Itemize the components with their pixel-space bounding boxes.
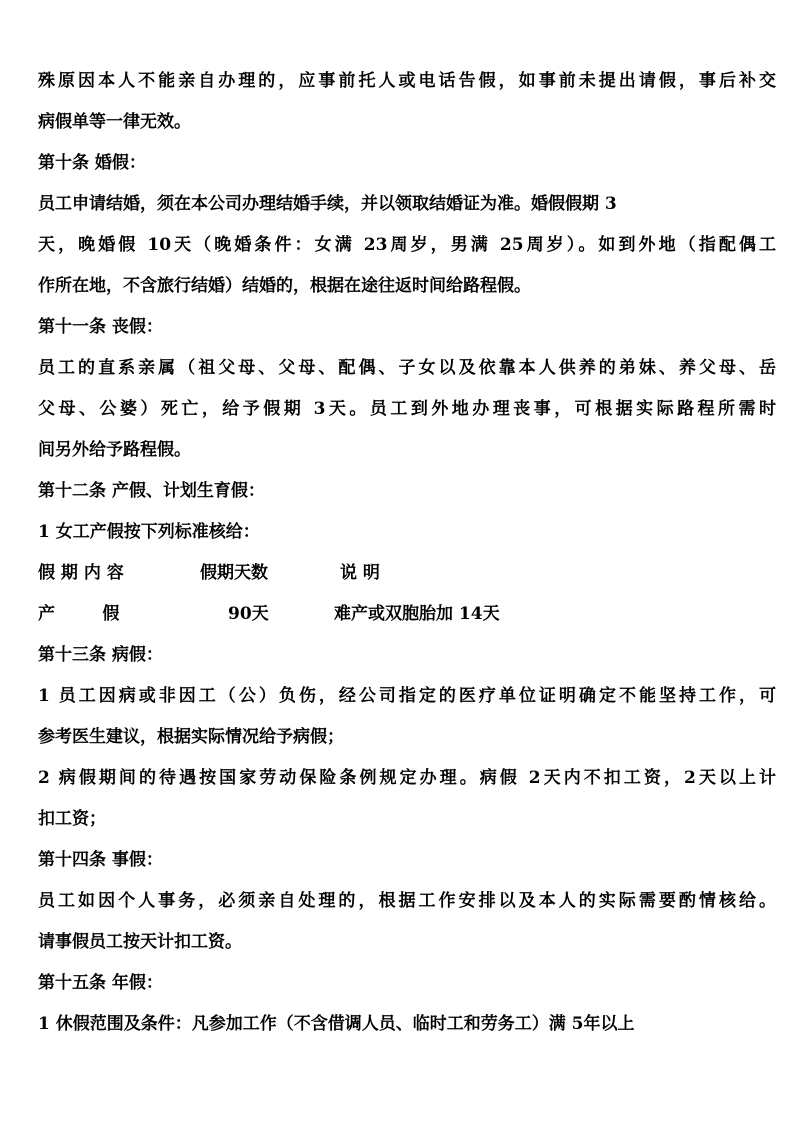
table-cell: 难产或双胞胎加 14天 <box>334 604 500 624</box>
paragraph-line: 1 女工产假按下列标准核给： <box>38 522 260 542</box>
paragraph-line: 请事假员工按天计扣工资。 <box>38 932 242 952</box>
article-heading-14: 第十四条 事假： <box>38 850 163 870</box>
paragraph-line: 员工如因个人事务，必须亲自处理的，根据工作安排以及本人的实际需要酌情核给。 <box>38 891 776 911</box>
article-heading-10: 第十条 婚假： <box>38 153 146 173</box>
paragraph-line: 病假单等一律无效。 <box>38 112 191 132</box>
table-header-cell: 假期天数 <box>200 563 268 583</box>
article-heading-11: 第十一条 丧假： <box>38 317 163 337</box>
paragraph-line: 作所在地，不含旅行结婚）结婚的，根据在途往返时间给路程假。 <box>38 276 531 296</box>
leave-table-row <box>38 602 776 626</box>
table-cell: 产 假 <box>38 604 120 624</box>
paragraph-line: 间另外给予路程假。 <box>38 440 191 460</box>
paragraph-line: 扣工资； <box>38 809 106 829</box>
article-heading-13: 第十三条 病假： <box>38 645 163 665</box>
paragraph-line: 员工申请结婚，须在本公司办理结婚手续，并以领取结婚证为准。婚假假期 3 <box>38 194 617 214</box>
paragraph-line: 殊原因本人不能亲自办理的，应事前托人或电话告假，如事前未提出请假，事后补交 <box>38 71 776 91</box>
article-heading-12: 第十二条 产假、计划生育假： <box>38 481 265 501</box>
article-heading-15: 第十五条 年假： <box>38 973 163 993</box>
paragraph-line: 2 病假期间的待遇按国家劳动保险条例规定办理。病假 2天内不扣工资，2天以上计 <box>38 768 776 788</box>
paragraph-line: 1 休假范围及条件：凡参加工作（不含借调人员、临时工和劳务工）满 5年以上 <box>38 1014 635 1034</box>
paragraph-line: 天，晚婚假 10天（晚婚条件：女满 23周岁，男满 25周岁）。如到外地（指配偶工 <box>38 235 776 255</box>
leave-table-header <box>38 561 776 585</box>
paragraph-line: 1 员工因病或非因工（公）负伤，经公司指定的医疗单位证明确定不能坚持工作，可 <box>38 686 776 706</box>
paragraph-line: 员工的直系亲属（祖父母、父母、配偶、子女以及依靠本人供养的弟妹、养父母、岳 <box>38 358 776 378</box>
table-header-cell: 假 期 内 容 <box>38 563 124 583</box>
paragraph-line: 父母、公婆）死亡，给予假期 3天。员工到外地办理丧事，可根据实际路程所需时 <box>38 399 776 419</box>
paragraph-line: 参考医生建议，根据实际情况给予病假； <box>38 727 344 747</box>
table-header-cell: 说 明 <box>340 563 380 583</box>
table-cell: 90天 <box>228 604 269 624</box>
